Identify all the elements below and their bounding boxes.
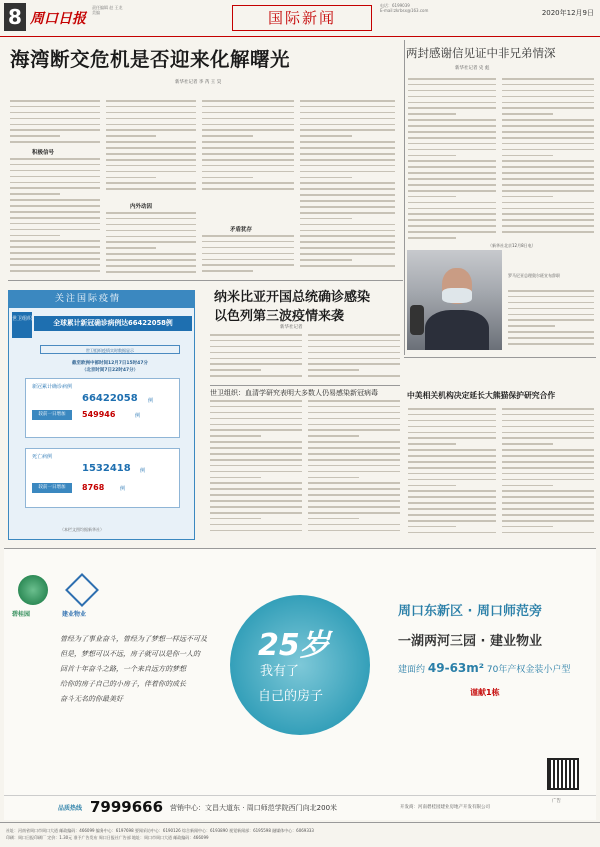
divider: [404, 357, 596, 358]
story2-headline: 以色列第三波疫情来袭: [214, 309, 345, 324]
brand-name: 碧桂园: [12, 611, 31, 618]
unit: 例: [135, 413, 141, 419]
death-prev-value: 8768: [82, 483, 105, 492]
unit: 例: [140, 468, 146, 474]
paper-name: 周口日报: [30, 11, 86, 27]
issue-info: [380, 3, 428, 13]
ad-circle-big-text: 25岁: [258, 628, 330, 663]
story1-body-col3: [202, 100, 294, 202]
who-body-col2: [308, 400, 400, 542]
sales-center: 营销中心：文昌大道东 · 周口师范学院西门向北200米: [170, 804, 338, 812]
covid-header-label: 关注国际疫情: [55, 294, 122, 304]
divider: [210, 385, 400, 386]
ad-circle-text: 我有了: [260, 664, 300, 679]
covid-title: 全球累计新冠确诊病例达66422058例: [34, 316, 192, 331]
news-photo: [407, 250, 502, 350]
footer-line: 社址：河南省周口市周口大道 邮政编码：466099 编务中心：6197698 要闻采访中心：6190126 综合新闻中心：6193890 视觉新闻部：6195598 融媒体中心：6069333: [6, 828, 314, 833]
confirmed-prev-value: 549946: [82, 410, 116, 419]
story1-subhead: 矛盾犹存: [230, 227, 253, 233]
unit: 例: [148, 398, 154, 404]
phone-label: 品质热线: [58, 805, 83, 812]
column-divider: [404, 40, 405, 355]
photo-caption-body: [508, 290, 594, 352]
slogan-line: 但是，梦想可以不远，房子就可以是你一人的: [60, 650, 200, 658]
story3-body-col2: [502, 408, 594, 542]
story1-body-col1: [10, 100, 100, 145]
confirmed-label: 新冠累计确诊病例: [32, 384, 73, 390]
designer-line: 美编: [92, 10, 100, 15]
story1-body-col2b: [106, 212, 196, 278]
photo-caption: 罗马尼亚总理奥尔班宣布辞职: [508, 273, 560, 278]
developer: 开发商：河南碧桂园建业房地产开发有限公司: [400, 805, 490, 810]
slogan-line: 奋斗无名的你最美好: [60, 695, 123, 703]
story1-body-col4: [300, 100, 395, 277]
covid-source: 世卫组织疫情实时数据显示: [40, 345, 180, 354]
as-of-line: （北京时间7日22时47分）: [81, 368, 139, 373]
story1-body-col1b: [10, 158, 100, 278]
divider: [8, 280, 403, 281]
covid-as-of: [45, 360, 175, 374]
death-label: 死亡病例: [32, 454, 53, 460]
editor-line: 责任编辑 赵 王龙: [92, 5, 123, 10]
right-story-byline: 新华社记者 史 彪: [455, 66, 490, 71]
unit: 例: [120, 486, 126, 492]
covid-credit: （本栏文图均据新华社）: [60, 527, 104, 532]
slogan-line: 给你的房子自己的小房子，伴着你的成长: [60, 680, 186, 688]
area-value: 49-63m²: [427, 661, 485, 675]
page-number: 8: [4, 3, 26, 31]
microphone-icon: [410, 305, 424, 335]
who-badge: 世卫组织: [12, 312, 32, 338]
story1-byline: 新华社记者 李 芮 王 昊: [175, 80, 222, 85]
footer: [0, 822, 600, 847]
phone-line: 电话：6199039: [380, 3, 410, 8]
story1-body-col2: [106, 100, 196, 200]
ad-circle-text: 自己的房子: [258, 689, 324, 704]
as-of-line: 截至欧洲中部时间12月7日15时47分: [72, 361, 148, 366]
story1-body-col3b: [202, 235, 294, 277]
story1-subhead: 内外动因: [130, 204, 153, 210]
death-prev-label: 较前一日增加: [32, 483, 72, 493]
email-line: E-mail:zkrbsx@163.com: [380, 8, 429, 13]
ad-tag: 广告: [552, 799, 561, 804]
brand-name: 建业物业: [62, 611, 87, 618]
section-banner: 国际新闻: [232, 5, 372, 31]
story2-byline: 新华社记者: [280, 325, 303, 330]
area-prefix: 建面约: [398, 665, 426, 675]
right-story-body-col1: [408, 78, 496, 243]
right-story-body-col2: [502, 78, 594, 240]
country-garden-logo-icon: [18, 575, 48, 605]
ad-slogan: [60, 632, 235, 707]
ad-circle: [230, 595, 370, 735]
story3-body-col1: [408, 408, 496, 542]
qr-code-icon: [547, 758, 579, 790]
footer-line: 印刷：周口日报印刷厂 定价：1.30元 准予广告发布 周口日报社广告部 地址：周口市周口大道 邮政编码：466099: [6, 835, 209, 840]
death-value: 1532418: [82, 463, 131, 474]
ad-location-headline: 周口东新区 · 周口师范旁: [398, 604, 542, 619]
issue-date: 2020年12月9日: [541, 9, 594, 17]
story1-headline: 海湾断交危机是否迎来化解曙光: [10, 48, 291, 71]
confirmed-prev-label: 较前一日增加: [32, 410, 72, 420]
ad-area: [398, 661, 570, 675]
right-story-dateline: （新华社北京12月8日电）: [488, 243, 536, 248]
slogan-line: 曾经为了事业奋斗，曾经为了梦想一样远不可及: [60, 635, 207, 643]
area-suffix: 70年产权金装小户型: [486, 665, 571, 675]
phone-number: 7999666: [90, 798, 164, 816]
story2-body-col2: [308, 334, 400, 384]
confirmed-value: 66422058: [82, 393, 138, 404]
slogan-line: 回首十年奋斗之路，一个来自远方的梦想: [60, 665, 186, 673]
editor-info: [92, 5, 123, 15]
story1-subhead: 积极信号: [32, 150, 55, 156]
ad-hot-tag: 谨献1栋: [470, 688, 500, 697]
story2-body-col1: [210, 334, 302, 384]
who-body-col1: [210, 400, 302, 542]
story3-headline: 中美相关机构决定延长大熊猫保护研究合作: [407, 391, 556, 400]
story2-headline: 纳米比亚开国总统确诊感染: [214, 290, 371, 305]
right-story-headline: 两封感谢信见证中非兄弟情深: [406, 46, 556, 60]
ad-feature-headline: 一湖两河三园 · 建业物业: [398, 634, 542, 649]
who-headline: 世卫组织：血清学研究表明大多数人仍易感染新冠病毒: [210, 389, 378, 397]
